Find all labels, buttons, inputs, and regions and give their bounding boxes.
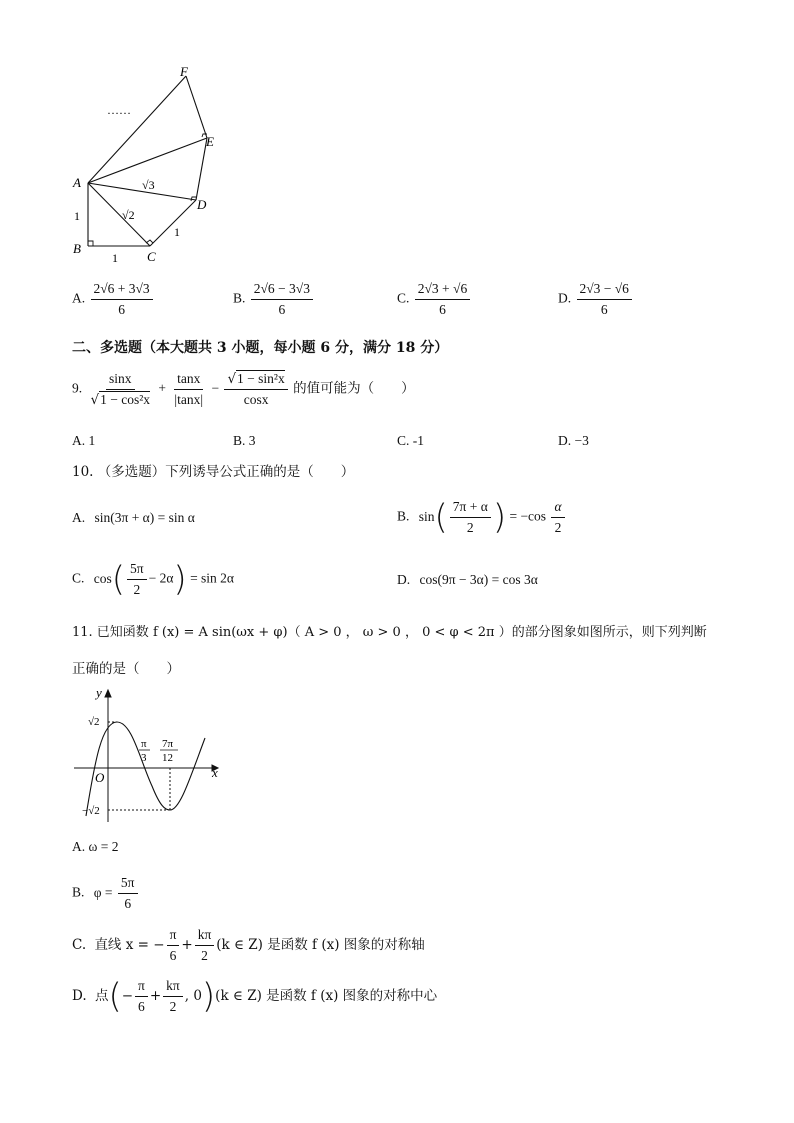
q11-c-pre: 直线 x = −	[94, 937, 165, 953]
q10-a-expr: sin(3π + α) = sin α	[94, 510, 195, 525]
label-B: B	[73, 241, 81, 256]
q9-option-a: A. 1	[72, 433, 96, 448]
q8-b-den: 6	[278, 302, 286, 317]
edge-cd-label: 1	[174, 225, 180, 239]
q11-c-f1-num: π	[167, 926, 180, 946]
q11-option-a: A. ω = 2	[72, 839, 119, 854]
q10-c-num: 5π	[127, 560, 147, 580]
q8-option-a	[72, 280, 155, 319]
q9-f1-num: sinx	[106, 370, 135, 390]
q11-c-letter: C.	[72, 937, 87, 953]
q10-b-num2: α	[551, 498, 564, 518]
q10-option-b: B. sin( $\frac{7\pi + \alpha}{2}$ ) = −cos $\frac{\alpha}{2}$	[397, 498, 567, 537]
edge-bc-label: 1	[112, 251, 118, 265]
graph-origin-label: O	[95, 770, 105, 785]
label-E: E	[206, 134, 214, 149]
q8-b-num: 2√6 − 3√3	[251, 280, 313, 300]
q8-option-c	[397, 280, 472, 319]
q10-stem: 10. （多选题）下列诱导公式正确的是（ ）	[72, 464, 355, 480]
q11-stem-line2: 正确的是（ ）	[72, 661, 180, 677]
tick-pi-3-num: π	[141, 738, 147, 750]
q11-b-letter: B.	[72, 884, 85, 900]
q10-d-letter: D.	[397, 572, 411, 587]
q9-option-d: D. −3	[558, 433, 589, 448]
q8-c-letter: C.	[397, 290, 410, 306]
q10-d-expr: cos(9π − 3α) = cos 3α	[419, 572, 538, 587]
label-C: C	[147, 249, 156, 264]
q11-c-f2-den: 2	[201, 948, 208, 963]
q11-d-minus: −	[121, 988, 134, 1004]
label-D: D	[197, 197, 207, 212]
dots-label: ……	[107, 103, 131, 117]
q11-d-plus: +	[149, 988, 162, 1004]
q8-b-letter: B.	[233, 290, 246, 306]
q8-c-den: 6	[439, 302, 446, 317]
q9-f1-den: 1 − cos²x	[100, 392, 151, 407]
q10-b-letter: B.	[397, 508, 410, 524]
q10-b-pre: sin	[418, 508, 435, 524]
section-2-title: 二、多选题（本大题共 3 小题，每小题 6 分，满分 18 分）	[72, 340, 449, 356]
q11-d-f1-den: 6	[138, 999, 145, 1014]
q8-a-num: 2√6 + 3√3	[91, 280, 153, 300]
q11-d-pre: 点	[94, 988, 109, 1004]
sine-curve	[86, 722, 205, 816]
q8-option-b	[233, 280, 315, 319]
q10-c-post: = sin 2α	[190, 570, 235, 586]
q8-c-num: 2√3 + √6	[415, 280, 470, 300]
q9-f3-den: cosx	[243, 392, 269, 407]
spiral-triangle-figure	[60, 58, 240, 268]
q9-tail: 的值可能为（ ）	[293, 380, 415, 397]
ad-label: √3	[142, 178, 155, 192]
q11-d-comma: , 0	[184, 988, 202, 1004]
q11-c-f2-num: kπ	[195, 926, 215, 946]
q9-number: 9.	[72, 380, 83, 396]
q9-f3-num: 1 − sin²x	[237, 371, 285, 386]
q10-c-pre: cos	[93, 570, 112, 586]
q10-b-den2: 2	[554, 520, 562, 535]
q11-b-den: 6	[124, 896, 132, 911]
q10-a-letter: A.	[72, 510, 86, 525]
q10-c-mid: − 2α	[148, 570, 174, 586]
tick-7pi-12-den: 12	[162, 752, 173, 764]
sine-graph	[70, 684, 230, 824]
q9-option-b: B. 3	[233, 433, 256, 448]
q8-option-d	[558, 280, 634, 319]
q11-d-post: (k ∈ Z) 是函数 f (x) 图象的对称中心	[215, 988, 438, 1004]
q8-a-den: 6	[118, 302, 125, 317]
q11-option-c	[72, 926, 425, 965]
graph-ymax-label: √2	[88, 716, 100, 728]
q11-d-f1-num: π	[135, 977, 148, 997]
q11-b-num: 5π	[118, 874, 138, 894]
q11-d-f2-num: kπ	[163, 977, 183, 997]
label-F: F	[180, 64, 188, 79]
tick-pi-3-den: 3	[141, 752, 147, 764]
q10-option-d	[397, 571, 538, 589]
q11-option-d: D. 点(− $\frac{\pi}{6}$ + $\frac{k\pi}{2}$ , 0)(k ∈ Z) 是函数 f (x) 图象的对称中心	[72, 976, 438, 1017]
q9-f2-den: |tanx|	[174, 392, 204, 407]
q8-d-num: 2√3 − √6	[577, 280, 632, 300]
ac-label: √2	[122, 208, 135, 222]
graph-y-label: y	[96, 685, 102, 700]
graph-ymin-label: −√2	[82, 805, 100, 817]
q8-a-letter: A.	[72, 290, 86, 306]
q10-c-den: 2	[133, 582, 141, 597]
q11-c-post: (k ∈ Z) 是函数 f (x) 图象的对称轴	[216, 937, 425, 953]
tick-7pi-12-num: 7π	[162, 738, 174, 750]
q10-option-c: C. cos( $\frac{5\pi}{2}$ − 2α) = sin 2α	[72, 559, 235, 600]
q9-f2-num: tanx	[174, 370, 203, 390]
q9-stem: 9. $\frac{\sin x}{\text{√1 − cos²x}}$ + $\frac{\tan x}{|\tan x|}$ − $\frac{\text{√1 − sin²x}}{\cos x}$ 的值可能为（ ）	[72, 371, 415, 408]
label-A: A	[73, 175, 81, 190]
graph-x-label: x	[212, 765, 218, 780]
q11-option-b	[72, 874, 140, 913]
q8-d-letter: D.	[558, 290, 572, 306]
q11-b-pre: φ =	[93, 884, 113, 900]
q9-option-c: C. -1	[397, 433, 424, 448]
q11-stem-line1: 11. 已知函数 f (x) = A sin(ωx + φ)（ A > 0 ， ω > 0 ， 0 < φ < 2π ）的部分图象如图所示，则下列判断	[72, 625, 707, 640]
q11-d-f2-den: 2	[169, 999, 177, 1014]
q11-d-letter: D.	[72, 988, 87, 1004]
edge-ab-label: 1	[74, 209, 80, 223]
q11-c-plus: +	[181, 937, 193, 953]
q10-c-letter: C.	[72, 570, 85, 586]
q10-b-num: 7π + α	[450, 498, 491, 518]
q10-option-a	[72, 509, 195, 527]
q8-d-den: 6	[600, 302, 608, 317]
q10-b-mid: = −cos	[509, 508, 547, 524]
q10-b-den: 2	[466, 520, 474, 535]
q11-c-f1-den: 6	[169, 948, 177, 963]
